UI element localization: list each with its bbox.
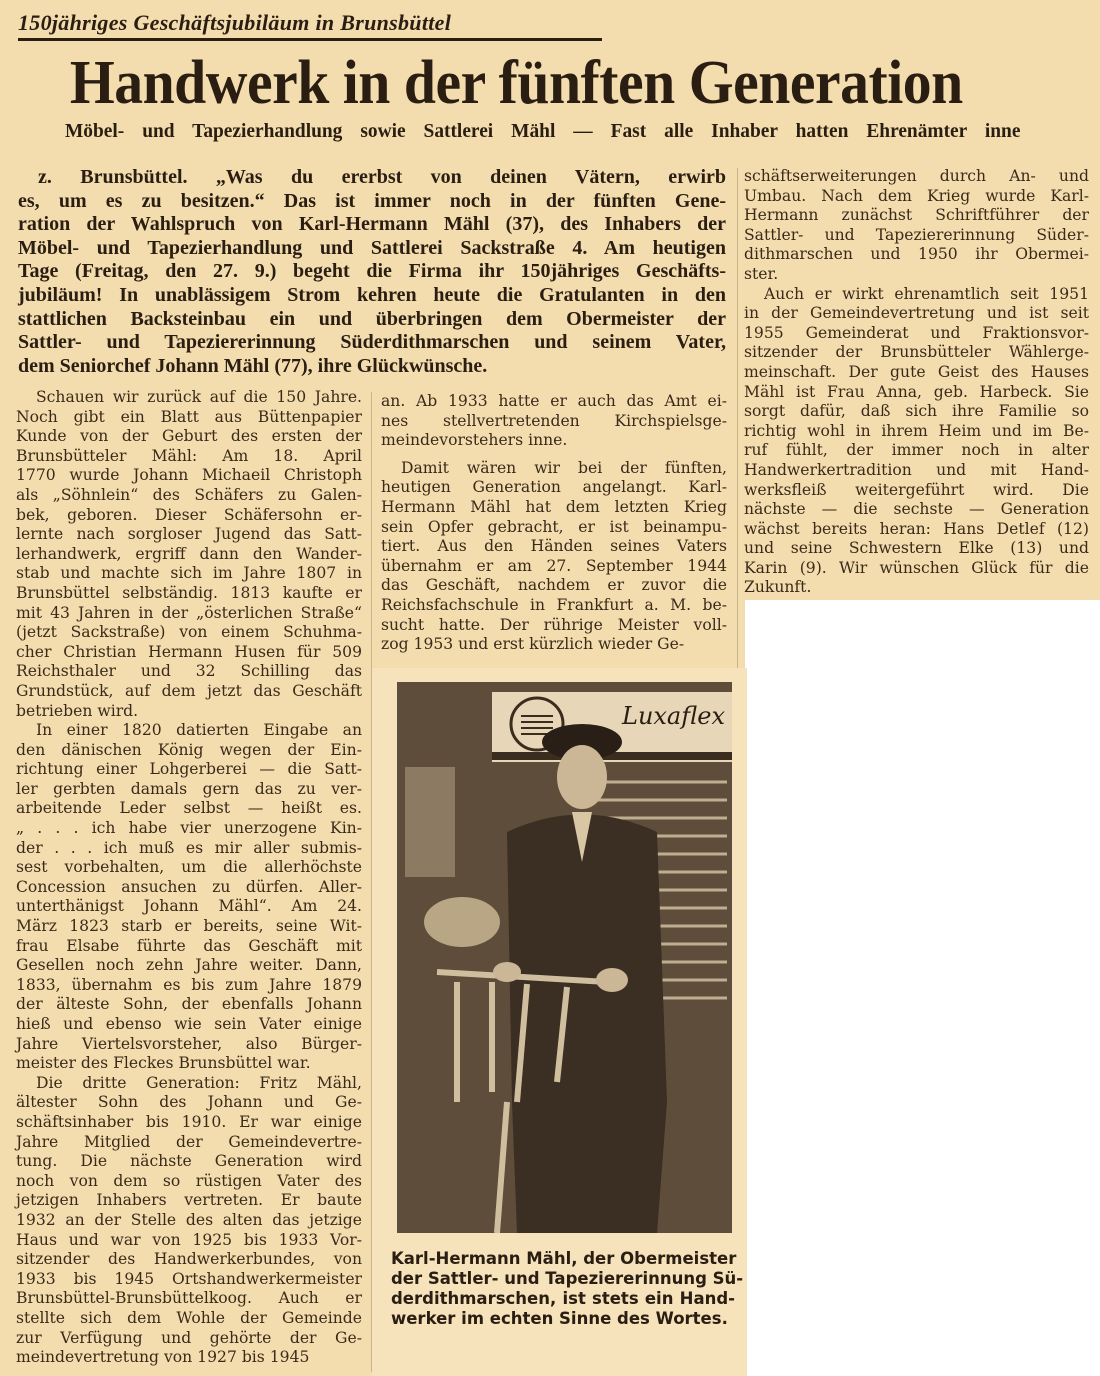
text-line: Sattler- und Tapeziererinnung Süderdithmarschen und seinem Vater, xyxy=(18,331,726,354)
text-line: ältester Sohn des Johann und Ge- xyxy=(16,1093,362,1112)
paragraph xyxy=(16,388,362,721)
lead-paragraph xyxy=(18,166,726,378)
text-line: heutigen Generation angelangt. Karl- xyxy=(381,478,727,497)
text-line: stellte sich dem Wohle der Gemeinde xyxy=(16,1308,362,1327)
text-line: Noch gibt ein Blatt aus Büttenpapier xyxy=(16,407,362,426)
text-line: bek, geboren. Dieser Schäfersohn er- xyxy=(16,505,362,524)
text-line: 1933 bis 1945 Ortshandwerkermeister xyxy=(16,1269,362,1288)
text-line: das Geschäft, nachdem er zuvor die xyxy=(381,576,727,595)
column-divider xyxy=(371,392,372,1372)
text-line: sein Opfer gebracht, er ist beinampu- xyxy=(381,517,727,536)
text-line: Hermann zunächst Schriftführer der xyxy=(744,206,1089,225)
text-line: In einer 1820 datierten Eingabe an xyxy=(36,721,362,740)
text-line: arbeitende Leder selbst — heißt es. xyxy=(16,799,362,818)
text-line: in der Gemeindevertretung und ist seit xyxy=(744,304,1089,323)
headline: Handwerk in der fünften Generation xyxy=(69,49,963,117)
text-line: Hermann Mähl hat dem letzten Krieg xyxy=(381,497,727,516)
kicker-headline: 150jähriges Geschäftsjubiläum in Brunsbüttel xyxy=(18,10,602,41)
text-line: Mähl ist Frau Anna, geb. Harbeck. Sie xyxy=(744,382,1089,401)
text-line: sitzender des Handwerkerbundes, von xyxy=(16,1250,362,1269)
text-line: Concession ansuchen zu dürfen. Aller- xyxy=(16,877,362,896)
photo-illustration xyxy=(397,682,732,1233)
text-line: lernte nach sorgloser Jugend das Satt- xyxy=(16,525,362,544)
text-line: Zukunft. xyxy=(744,578,812,597)
portrait-photo xyxy=(397,682,732,1233)
text-line: nächste — die sechste — Generation xyxy=(744,500,1089,519)
text-line: nes stellvertretenden Kirchspielsge- xyxy=(381,411,727,430)
text-line: Kunde von der Geburt des ersten der xyxy=(16,427,362,446)
text-line: als „Söhnlein“ des Schäfers zu Galen- xyxy=(16,485,362,504)
text-line: Karin (9). Wir wünschen Glück für die xyxy=(744,558,1089,577)
text-line: den dänischen König wegen der Ein- xyxy=(16,740,362,759)
column-right xyxy=(744,167,1089,598)
text-line: Gesellen noch zehn Jahre weiter. Dann, xyxy=(16,956,362,975)
text-line: der . . . ich muß es mir aller submis- xyxy=(16,838,362,857)
text-line: wächst bereits heran: Hans Detlef (12) xyxy=(744,519,1089,538)
text-line: derdithmarschen, ist stets ein Hand- xyxy=(391,1289,735,1308)
text-line: schäftsinhaber bis 1910. Er war einige xyxy=(16,1112,362,1131)
text-line: stab und machte sich im Jahre 1807 in xyxy=(16,564,362,583)
paragraph xyxy=(381,459,727,655)
text-line: lerhandwerk, ergriff dann den Wander- xyxy=(16,544,362,563)
text-line: (jetzt Sackstraße) von einem Schuhma- xyxy=(16,623,362,642)
text-line: Sattler- und Tapeziererinnung Süder- xyxy=(744,225,1089,244)
text-line: tung. Die nächste Generation wird xyxy=(16,1152,362,1171)
paragraph xyxy=(16,1074,362,1368)
text-line: Jahre Mitglied der Gemeindevertre- xyxy=(16,1132,362,1151)
text-line: und seine Schwestern Elke (13) und xyxy=(744,539,1089,558)
text-line: meindevorstehers inne. xyxy=(381,431,568,450)
text-line: Umbau. Nach dem Krieg wurde Karl- xyxy=(744,186,1089,205)
text-line: meindevertretung von 1927 bis 1945 xyxy=(16,1348,310,1367)
text-line: 1833, übernahm es bis zum Jahre 1879 xyxy=(16,975,362,994)
text-line: Reichsthaler und 32 Schilling das xyxy=(16,662,362,681)
text-line: cher Christian Hermann Husen für 509 xyxy=(16,642,362,661)
text-line: ration der Wahlspruch von Karl-Hermann Mähl (37), des Inhabers der xyxy=(18,213,726,236)
text-line: hieß und ebenso wie sein Vater einige xyxy=(16,1015,362,1033)
text-line: Brunsbütteler Mähl: Am 18. April xyxy=(16,446,362,465)
text-line: „ . . . ich habe vier unerzogene Kin- xyxy=(16,819,362,838)
text-line: sitzender der Brunsbütteler Wählerge- xyxy=(744,343,1089,362)
paragraph xyxy=(16,721,362,1074)
subheadline: Möbel- und Tapezierhandlung sowie Sattlerei Mähl — Fast alle Inhaber hatten Ehrenämter inne xyxy=(65,120,1021,142)
luxaflex-sign: Luxaflex xyxy=(622,702,725,730)
paragraph xyxy=(744,167,1089,285)
text-line: ster. xyxy=(744,264,779,283)
column-divider xyxy=(737,168,738,668)
text-line: Reichsfachschule in Frankfurt a. M. be- xyxy=(381,595,727,614)
text-line: z. Brunsbüttel. „Was du ererbst von deinen Vätern, erwirb xyxy=(38,166,726,188)
text-line: übernahm er am 27. September 1944 xyxy=(381,556,727,575)
text-line: noch von dem so rüstigen Vater des xyxy=(16,1171,362,1190)
text-line: zog 1953 und erst kürzlich wieder Ge- xyxy=(381,635,685,654)
paragraph xyxy=(381,392,727,451)
text-line: stattlichen Backsteinbau ein und überbringen dem Obermeister der xyxy=(18,307,726,330)
text-line: werker im echten Sinne des Wortes. xyxy=(391,1309,728,1328)
text-line: 1955 Gemeinderat und Fraktionsvor- xyxy=(744,323,1089,342)
text-line: Die dritte Generation: Fritz Mähl, xyxy=(36,1073,362,1092)
text-line: dem Seniorchef Johann Mähl (77), ihre Glückwünsche. xyxy=(18,354,488,377)
text-line: Möbel- und Tapezierhandlung und Sattlerei Sackstraße 4. Am heutigen xyxy=(18,236,726,259)
text-line: 1770 wurde Johann Michaeil Christoph xyxy=(16,466,362,485)
text-line: unterthänigst Johann Mähl“. Am 24. xyxy=(16,897,362,916)
text-line: betrieben wird. xyxy=(16,701,139,720)
photo-caption xyxy=(391,1249,744,1329)
text-line: es, um es zu besitzen.“ Das ist immer noch in der fünften Gene- xyxy=(18,189,726,212)
text-line: meister des Fleckes Brunsbüttel war. xyxy=(16,1054,311,1073)
text-line: ruf fühlt, der immer noch in alter xyxy=(744,441,1089,460)
text-line: sucht hatte. Der rührige Meister voll- xyxy=(381,615,727,634)
text-line: Damit wären wir bei der fünften, xyxy=(401,458,727,477)
text-line: Tage (Freitag, den 27. 9.) begeht die Firma ihr 150jähriges Geschäfts- xyxy=(18,260,726,283)
text-line: ler gerbten damals gern das zu ver- xyxy=(16,779,362,798)
text-line: Brunsbüttel selbständig. 1813 kaufte er xyxy=(16,583,362,602)
text-line: Grundstück, auf dem jetzt das Geschäft xyxy=(16,681,362,700)
text-line: März 1823 starb er bereits, seine Wit- xyxy=(16,917,362,936)
text-line: frau Elsabe führte das Geschäft mit xyxy=(16,936,362,955)
text-line: Karl-Hermann Mähl, der Obermeister xyxy=(391,1249,737,1268)
text-line: Handwerkertradition und mit Hand- xyxy=(744,460,1089,479)
column-middle xyxy=(381,392,727,655)
text-line: dithmarschen und 1950 ihr Obermei- xyxy=(744,245,1089,264)
text-line: Brunsbüttel-Brunsbüttelkoog. Auch er xyxy=(16,1289,362,1308)
text-line: 1932 an der Stelle des alten das jetzige xyxy=(16,1210,362,1229)
text-line: Jahre Viertelsvorsteher, also Bürger- xyxy=(16,1034,362,1053)
text-line: der älteste Sohn, der ebenfalls Johann xyxy=(16,995,362,1014)
text-line: sest vorbehalten, um die allerhöchste xyxy=(16,858,362,877)
text-line: tiert. Aus den Händen seines Vaters xyxy=(381,537,727,556)
text-line: an. Ab 1933 hatte er auch das Amt ei- xyxy=(381,392,727,410)
text-line: zur Verfügung und gehörte der Ge- xyxy=(16,1328,362,1347)
text-line: schäftserweiterungen durch An- und xyxy=(744,167,1089,185)
text-line: sorgt dafür, daß sich ihre Familie so xyxy=(744,402,1089,421)
text-line: werksfleiß weitergeführt wird. Die xyxy=(744,480,1089,499)
text-line: jetzigen Inhabers vertreten. Er baute xyxy=(16,1191,362,1210)
text-line: Auch er wirkt ehrenamtlich seit 1951 xyxy=(764,284,1089,303)
text-line: richtig wohl in ihrem Heim und im Be- xyxy=(744,421,1089,440)
text-line: der Sattler- und Tapeziererinnung Sü- xyxy=(391,1269,744,1288)
text-line: Schauen wir zurück auf die 150 Jahre. xyxy=(36,388,362,406)
text-line: mit 43 Jahren in der „österlichen Straße“ xyxy=(16,603,362,622)
text-line: meinschaft. Der gute Geist des Hauses xyxy=(744,362,1089,381)
text-line: Haus und war von 1925 bis 1933 Vor- xyxy=(16,1230,362,1249)
column-left xyxy=(16,388,362,1368)
paragraph xyxy=(744,285,1089,599)
text-line: jubiläum! In unablässigem Strom kehren heute die Gratulanten in den xyxy=(18,283,726,306)
text-line: richtung einer Lohgerberei — die Satt- xyxy=(16,760,362,779)
